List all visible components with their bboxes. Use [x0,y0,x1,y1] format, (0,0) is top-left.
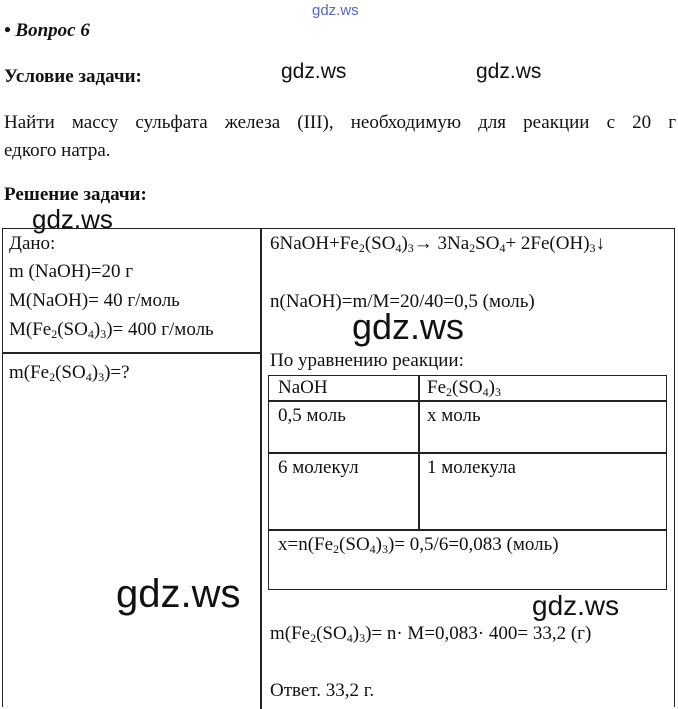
watermark-top: gdz.ws [312,2,359,19]
given-molar-naoh: M(NaOH)= 40 г/моль [9,290,180,311]
table-cell-fe-molecules: 1 молекула [427,457,516,478]
question-title: • Вопрос 6 [4,20,90,41]
table-header-naoh: NaOH [278,377,328,398]
given-molar-fe2so43: $M(Fe_2(SO_4)_3)= 400$ г/моль [9,319,214,341]
n-naoh-calc: n(NaOH)=m/M=20/40=0,5 (моль) [270,291,535,312]
table-cell-fe-moles: x моль [427,405,481,426]
column-divider [260,228,262,709]
condition-heading: Условие задачи: [4,66,142,87]
condition-line-2: едкого натра. [4,140,111,161]
given-find-divider [2,352,260,354]
watermark: gdz.ws [281,60,347,83]
watermark: gdz.ws [476,60,542,83]
table-header-fe2so43: $Fe_2(SO_4)_3$ [427,377,501,399]
find-mass: $m(Fe_2(SO_4)_3)=$? [9,362,130,384]
table-cell-naoh-molecules: 6 молекул [278,457,359,478]
ratio-table-row-divider [268,400,666,402]
mass-calc: $m(Fe_2(SO_4)_3)= n\cdot M=0,083\cdot 400= 33,2$ (г) [270,623,592,645]
condition-text [4,112,676,162]
table-cell-naoh-moles: 0,5 моль [278,405,346,426]
given-title: Дано: [9,233,56,254]
reaction-equation: $6NaOH+Fe_2(SO_4)_3\to 3Na_2SO_4+$ $2Fe(OH)_3↓$ [270,233,606,255]
condition-line-1: Найти массу сульфата железа (III), необходимую для реакции с 20 г [4,112,676,133]
given-m-naoh: m (NaOH)=20 г [9,261,134,282]
ratio-table-row-divider [268,529,666,531]
watermark: gdz.ws [532,590,620,621]
watermark: gdz.ws [352,306,465,347]
ratio-table-row-divider [268,452,666,454]
solution-heading: Решение задачи: [4,184,147,205]
by-equation-label: По уравнению реакции: [270,350,464,371]
watermark: gdz.ws [32,204,113,234]
answer: Ответ. 33,2 г. [270,680,375,701]
watermark: gdz.ws [116,572,241,616]
x-calc: $x=n(Fe_2(SO_4)_3)= 0,5/6=0,083$ (моль) [278,534,559,556]
